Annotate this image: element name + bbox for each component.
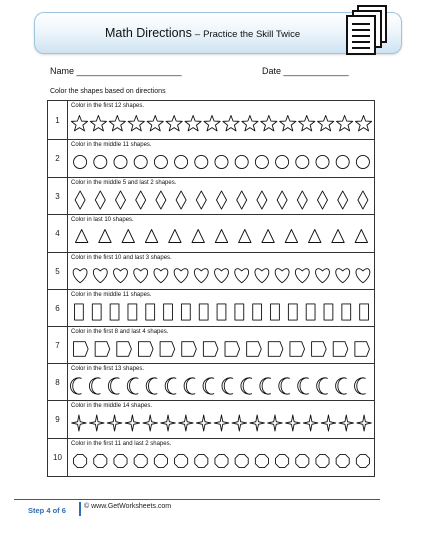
circle-shape[interactable] [114,155,127,168]
pentagon-shapes-row [70,327,373,364]
diamond-shape[interactable] [196,191,206,209]
rect-shape[interactable] [199,304,208,320]
octagon-shape[interactable] [114,454,127,467]
octagon-shape[interactable] [215,454,228,467]
pentagon-shape[interactable] [138,342,153,357]
row-direction: Color in the middle 11 shapes. [71,142,152,148]
triangle-shape[interactable] [145,230,157,243]
star-shapes-row [70,101,373,139]
sparkle-shape[interactable] [125,415,139,431]
pentagon-shape[interactable] [203,342,218,357]
heart-shape[interactable] [73,269,87,283]
pentagon-shape[interactable] [247,342,262,357]
worksheet-row [48,214,374,252]
star-shape[interactable] [185,115,201,130]
rect-shape[interactable] [128,304,137,320]
diamond-shape[interactable] [156,191,166,209]
heart-shape[interactable] [235,269,249,283]
diamond-shapes-row [70,178,373,215]
rect-shape[interactable] [271,304,280,320]
step-indicator: Step 4 of 6 [28,506,66,515]
pentagon-shape[interactable] [117,342,132,357]
star-shape[interactable] [128,115,144,130]
octagon-shape[interactable] [195,454,208,467]
sparkle-shape[interactable] [161,415,175,431]
heart-shape[interactable] [215,269,229,283]
row-number: 10 [48,439,68,476]
star-shape[interactable] [336,115,352,130]
moon-shape[interactable] [222,378,233,394]
row-direction: Color in the middle 14 shapes. [71,403,153,409]
triangle-shape[interactable] [122,230,134,243]
moon-shapes-row [70,364,373,401]
sparkle-shape[interactable] [321,415,335,431]
row-direction: Color in the first 11 and last 2 shapes. [71,441,172,447]
document-stack-icon [344,4,390,62]
circle-shape[interactable] [336,155,349,168]
row-direction: Color in last 10 shapes. [71,217,134,223]
star-shape[interactable] [242,115,258,130]
triangle-shape[interactable] [192,230,204,243]
rect-shape[interactable] [181,304,190,320]
pentagon-shape[interactable] [95,342,110,357]
worksheet-row [48,363,374,400]
worksheet-row [48,438,374,476]
rect-shape[interactable] [324,304,333,320]
copyright: © www.GetWorksheets.com [84,503,172,510]
row-direction: Color in the first 12 shapes. [71,103,145,109]
octagon-shape[interactable] [175,454,188,467]
sparkle-shape[interactable] [232,415,246,431]
octagon-shape[interactable] [316,454,329,467]
diamond-shape[interactable] [116,191,126,209]
pentagon-shape[interactable] [268,342,283,357]
sparkle-shape[interactable] [214,415,228,431]
moon-shape[interactable] [241,378,252,394]
sparkle-shapes-row [70,401,373,439]
octagon-shape[interactable] [296,454,309,467]
star-shape[interactable] [90,115,106,130]
rect-shape[interactable] [288,304,297,320]
moon-shape[interactable] [260,378,271,394]
sparkle-shape[interactable] [72,415,86,431]
rect-shape[interactable] [217,304,226,320]
heart-shape[interactable] [114,269,128,283]
sparkle-shape[interactable] [286,415,300,431]
rect-shape[interactable] [110,304,119,320]
worksheet-table [47,100,375,477]
octagon-shape[interactable] [255,454,268,467]
circle-shape[interactable] [255,155,268,168]
octagon-shape[interactable] [235,454,248,467]
rect-shape[interactable] [235,304,244,320]
heart-shape[interactable] [316,269,330,283]
row-direction: Color in the first 13 shapes. [71,366,145,372]
row-number: 5 [48,253,68,289]
rect-shape[interactable] [253,304,262,320]
row-number: 9 [48,401,68,438]
star-shape[interactable] [109,115,125,130]
pentagon-shape[interactable] [333,342,348,357]
pentagon-shape[interactable] [74,342,89,357]
diamond-shape[interactable] [176,191,186,209]
pentagon-shape[interactable] [225,342,240,357]
triangle-shape[interactable] [285,230,297,243]
diamond-shape[interactable] [75,191,85,209]
worksheet-row [48,139,374,177]
heart-shape[interactable] [255,269,269,283]
name-field[interactable]: Name _____________________ [50,66,182,76]
pentagon-shape[interactable] [355,342,370,357]
heart-shape[interactable] [336,269,350,283]
moon-shape[interactable] [184,378,195,394]
rect-shape[interactable] [306,304,315,320]
worksheet-row [48,101,374,139]
triangle-shape[interactable] [99,230,111,243]
octagon-shape[interactable] [134,454,147,467]
heart-shape[interactable] [194,269,208,283]
star-shape[interactable] [223,115,239,130]
page-title [105,26,300,40]
sparkle-shape[interactable] [90,415,104,431]
star-shape[interactable] [299,115,315,130]
sparkle-shape[interactable] [357,415,371,431]
diamond-shape[interactable] [95,191,105,209]
star-shape[interactable] [318,115,334,130]
circle-shape[interactable] [316,155,329,168]
star-shape[interactable] [261,115,277,130]
triangle-shape[interactable] [262,230,274,243]
diamond-shape[interactable] [277,191,287,209]
heart-shape[interactable] [134,269,148,283]
row-number: 8 [48,364,68,400]
circle-shape[interactable] [94,155,107,168]
instructions: Color the shapes based on directions [50,88,166,95]
octagon-shapes-row [70,439,373,477]
moon-shape[interactable] [298,378,309,394]
octagon-shape[interactable] [356,454,369,467]
heart-shape[interactable] [275,269,289,283]
star-shape[interactable] [280,115,296,130]
diamond-shape[interactable] [297,191,307,209]
diamond-shape[interactable] [358,191,368,209]
octagon-shape[interactable] [74,454,87,467]
diamond-shape[interactable] [257,191,267,209]
row-direction: Color in the middle 5 and last 2 shapes. [71,180,177,186]
star-shape[interactable] [355,115,371,130]
triangle-shape[interactable] [75,230,87,243]
row-number: 6 [48,290,68,326]
heart-shape[interactable] [93,269,107,283]
moon-shape[interactable] [89,378,100,394]
circle-shape[interactable] [276,155,289,168]
heart-shape[interactable] [295,269,309,283]
triangle-shape[interactable] [239,230,251,243]
worksheet-row [48,400,374,438]
date-field[interactable]: Date _____________ [262,66,349,76]
star-shape[interactable] [71,115,87,130]
sparkle-shape[interactable] [268,415,282,431]
row-direction: Color in the first 10 and last 3 shapes. [71,255,172,261]
circle-shape[interactable] [356,155,369,168]
heart-shape[interactable] [356,269,370,283]
sparkle-shape[interactable] [339,415,353,431]
triangle-shapes-row [70,215,373,253]
worksheet-row [48,326,374,363]
sparkle-shape[interactable] [107,415,121,431]
moon-shape[interactable] [127,378,138,394]
row-direction: Color in the middle 11 shapes. [71,292,152,298]
triangle-shape[interactable] [332,230,344,243]
diamond-shape[interactable] [318,191,328,209]
row-number: 2 [48,140,68,177]
moon-shape[interactable] [203,378,214,394]
moon-shape[interactable] [279,378,290,394]
heart-shape[interactable] [174,269,188,283]
moon-shape[interactable] [336,378,347,394]
sparkle-shape[interactable] [143,415,157,431]
moon-shape[interactable] [146,378,157,394]
rect-shapes-row [70,290,373,327]
circle-shape[interactable] [195,155,208,168]
octagon-shape[interactable] [154,454,167,467]
rect-shape[interactable] [360,304,369,320]
star-shape[interactable] [147,115,163,130]
pentagon-shape[interactable] [182,342,197,357]
worksheet-row [48,289,374,326]
rect-shape[interactable] [75,304,84,320]
title-main: Math Directions [105,26,192,40]
footer-divider [14,499,380,500]
triangle-shape[interactable] [355,230,367,243]
circle-shape[interactable] [154,155,167,168]
sparkle-shape[interactable] [303,415,317,431]
footer-separator [79,502,81,516]
moon-shape[interactable] [70,378,81,394]
circle-shape[interactable] [215,155,228,168]
triangle-shape[interactable] [169,230,181,243]
circle-shape[interactable] [296,155,309,168]
rect-shape[interactable] [146,304,155,320]
moon-shape[interactable] [317,378,328,394]
row-number: 1 [48,101,68,139]
diamond-shape[interactable] [136,191,146,209]
rect-shape[interactable] [342,304,351,320]
sparkle-shape[interactable] [250,415,264,431]
moon-shape[interactable] [165,378,176,394]
circle-shape[interactable] [175,155,188,168]
worksheet-row [48,252,374,289]
circle-shape[interactable] [235,155,248,168]
rect-shape[interactable] [92,304,101,320]
moon-shape[interactable] [355,378,366,394]
circle-shape[interactable] [134,155,147,168]
star-shape[interactable] [166,115,182,130]
title-separator: – [194,29,201,40]
circle-shapes-row [70,140,373,178]
heart-shapes-row [70,253,373,290]
triangle-shape[interactable] [309,230,321,243]
diamond-shape[interactable] [217,191,227,209]
pentagon-shape[interactable] [290,342,305,357]
octagon-shape[interactable] [94,454,107,467]
pentagon-shape[interactable] [160,342,175,357]
sparkle-shape[interactable] [196,415,210,431]
row-direction: Color in the first 8 and last 4 shapes. [71,329,169,335]
star-shape[interactable] [204,115,220,130]
pentagon-shape[interactable] [312,342,327,357]
triangle-shape[interactable] [215,230,227,243]
worksheet-row [48,177,374,214]
octagon-shape[interactable] [336,454,349,467]
circle-shape[interactable] [74,155,87,168]
sparkle-shape[interactable] [179,415,193,431]
title-subtitle: Practice the Skill Twice [203,29,301,40]
row-number: 3 [48,178,68,214]
diamond-shape[interactable] [237,191,247,209]
row-number: 7 [48,327,68,363]
heart-shape[interactable] [154,269,168,283]
octagon-shape[interactable] [276,454,289,467]
diamond-shape[interactable] [338,191,348,209]
moon-shape[interactable] [108,378,119,394]
rect-shape[interactable] [164,304,173,320]
row-number: 4 [48,215,68,252]
